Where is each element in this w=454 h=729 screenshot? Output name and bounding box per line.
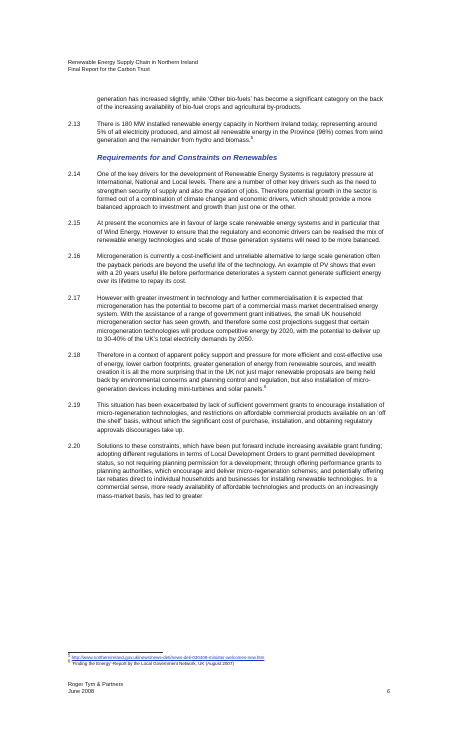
footer-date: June 2008 (68, 689, 95, 695)
paragraph-2-14 (68, 171, 386, 212)
paragraph-2-18 (68, 352, 386, 393)
paragraph-2-16 (68, 253, 386, 286)
footnote-link[interactable]: http://www.northernireland.gov.uk/news/news-deti/news-deti-030408-minister-welcomes-new.htm (71, 655, 265, 660)
paragraph-text (97, 121, 386, 146)
footnote-marker: 6 (68, 658, 71, 664)
paragraph-text: One of the key drivers for the development of Renewable Energy Systems is regulatory pressure at International, National and Local levels. There are a number of other key drivers such as the need to strengthen security of supply and also the creation of jobs. Therefore potential growth in the sector is formed out of a combination of climate change and economic drivers, which should provide a more balanced approach to investment and growth than just one or the other. (97, 170, 377, 212)
header-report-subtitle: Final Report for the Carbon Trust (68, 67, 150, 73)
footnote-ref-5[interactable]: 5 (250, 135, 254, 141)
continued-paragraph: generation has increased slightly, while ‘Other bio-fuels’ has become a significant category on the back of the increasing availability of bio-fuel crops and agricultural by-products. (97, 96, 383, 112)
paragraph-number: 2.19 (68, 401, 81, 409)
footnote-marker: 5 (68, 652, 71, 658)
footnote-divider (68, 652, 163, 653)
paragraph-number: 2.15 (68, 220, 81, 228)
footnote-6 (68, 658, 386, 667)
paragraph-text: However with greater investment in technology and further commercialisation it is expected that microgeneration has the potential to become part of a commercial mass market decentralised energy system. With the assistance of a range of government grant initiatives, the small UK household microgeneration sector has seen growth, and therefore some cost projections suggest that certain microgeneration technologies will produce competitive energy by 2020, with the potential to deliver up to 30-40% of the UK’s total electricity demands by 2050. (97, 294, 380, 344)
paragraph-2-15 (68, 220, 386, 245)
paragraph-number: 2.16 (68, 253, 81, 261)
header-report-title: Renewable Energy Supply Chain in Northern Ireland (68, 60, 198, 66)
paragraph-2-19 (68, 402, 386, 435)
page-number: 6 (386, 689, 390, 695)
footnote-text: ‘Finding the Energy’-Report by the Local Government Network, UK (August 2007) (71, 661, 234, 666)
running-header (68, 60, 198, 74)
footer-organisation: Roger Tym & Partners (68, 682, 124, 688)
body-text (68, 96, 386, 501)
paragraph-number: 2.14 (68, 170, 81, 178)
paragraph-body: There is 180 MW installed renewable energy capacity in Northern Ireland today, representing around 5% of all electricity produced, and almost all renewable energy in the Province (96%) comes from wind generation and the remainder from hydro and biomass. (97, 120, 383, 145)
paragraph-number: 2.20 (68, 443, 81, 450)
footnote-ref-6[interactable]: 6 (263, 383, 267, 389)
paragraph-text (97, 352, 386, 393)
paragraph-number: 2.18 (68, 352, 81, 360)
paragraph-2-13 (68, 121, 386, 146)
paragraph-2-20 (68, 443, 386, 501)
running-footer (68, 682, 390, 696)
paragraph-2-17 (68, 295, 386, 345)
paragraph-text: At present the economics are in favour of large scale renewable energy systems and in particular that of Wind Energy. However to ensure that the regulatory and economic drivers can be realised the mix of renewable energy technologies and scale of those generation systems will need to be more balanced. (97, 220, 384, 245)
paragraph-body: Therefore in a context of apparent policy support and pressure for more efficient and cost-effective use of energy, lower carbon footprints, greater generation of energy from renewable sources, and wealth creation it is all the more surprising that in the UK not just major renewable proposals are being held back by environmental concerns and planning control and regulation, but also installation of micro-generation devices including mini-turbines and solar panels. (97, 352, 383, 393)
section-heading: Requirements for and Constraints on Renewables (97, 153, 278, 163)
paragraph-number: 2.17 (68, 294, 81, 302)
paragraph-text: Solutions to these constraints, which have been put forward include increasing available grant funding; adopting different regulations in terms of Local Development Orders to grant permitted development status, so not requiring planning permission for a development; through offering performance grants to planning authorities, which encourage and deliver micro-regeneration schemes; and potentially offering tax rebates direct to individual households and businesses for installing renewable technologies. In a commercial sense, more ready availability of affordable technologies and products on an increasingly mass-market basis, has led to greater (97, 443, 384, 500)
paragraph-text: Microgeneration is currently a cost-inefficient and unreliable alternative to large scale generation often the payback periods are beyond the useful life of the technology. An example of PV shows that even with a 20 years useful life before performance deteriorates a system cannot generate sufficient energy over its lifetime to repay its cost. (97, 253, 382, 286)
paragraph-number: 2.13 (68, 120, 81, 128)
footnotes (68, 652, 386, 667)
paragraph-text: This situation has been exacerbated by lack of sufficient government grants to encourage installation of micro-regeneration technologies, and restrictions on affordable commercial products available on an ‘off the shelf’ basis, without which the significant cost of purchase, installation, and obtaining regulatory approvals discourages take up. (97, 401, 386, 434)
